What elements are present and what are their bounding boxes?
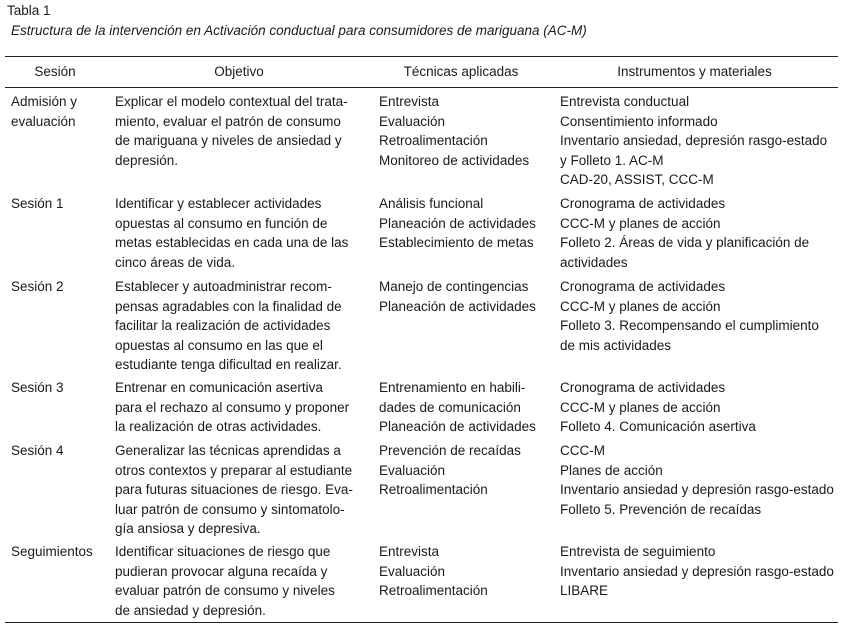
cell-instruments	[560, 92, 840, 190]
cell-line: pudieran provocar alguna recaída y	[115, 563, 328, 579]
cell-line: Admisión y	[11, 94, 78, 109]
cell-line: Explicar el modelo contextual del trata-	[115, 94, 348, 109]
cell-line: Sesión 4	[11, 443, 64, 458]
cell-instruments	[560, 542, 840, 601]
table-header-row	[0, 62, 842, 82]
header-techniques: Técnicas aplicadas	[403, 64, 519, 79]
cell-line: CCC-M y planes de acción	[560, 399, 721, 415]
cell-techniques	[379, 277, 554, 316]
cell-line: Cronograma de actividades	[560, 196, 726, 211]
header-session: Sesión	[34, 64, 76, 79]
cell-instruments	[560, 277, 840, 355]
cell-line: metas establecidas en cada una de las	[115, 235, 349, 250]
cell-session	[11, 277, 106, 297]
table-label: Tabla 1	[7, 3, 51, 18]
cell-line: Manejo de contingencias	[379, 279, 529, 294]
cell-line: Prevención de recaídas	[379, 443, 521, 458]
cell-line: pensas agradables con la finalidad de	[115, 298, 342, 314]
cell-techniques	[379, 542, 554, 601]
cell-line: Planes de acción	[560, 462, 663, 478]
cell-line: depresión.	[115, 152, 179, 168]
cell-line: opuestas al consumo en función de	[115, 215, 328, 231]
cell-line: Inventario ansiedad y depresión rasgo-estado	[560, 482, 834, 497]
cell-session	[11, 194, 106, 214]
cell-line: Entrevista	[379, 94, 440, 109]
cell-session	[11, 378, 106, 398]
cell-line: Generalizar las técnicas aprendidas a	[115, 443, 341, 458]
cell-line: Retroalimentación	[379, 133, 488, 148]
cell-session	[11, 441, 106, 461]
cell-line: luar patrón de consumo y sintomatolo-	[115, 501, 345, 517]
cell-line: Evaluación	[379, 462, 446, 478]
cell-line: Evaluación	[379, 563, 446, 579]
cell-objective	[115, 277, 370, 375]
cell-instruments	[560, 194, 840, 272]
cell-objective	[115, 92, 370, 170]
cell-line: Entrenamiento en habili-	[379, 380, 526, 395]
cell-line: cinco áreas de vida.	[115, 254, 236, 270]
cell-line: estudiante tenga dificultad en realizar.	[115, 357, 342, 372]
bottom-rule	[5, 622, 838, 623]
cell-techniques	[379, 92, 554, 170]
cell-line: Retroalimentación	[379, 482, 488, 497]
cell-line: Cronograma de actividades	[560, 380, 726, 395]
cell-line: Retroalimentación	[379, 583, 488, 598]
cell-line: Seguimientos	[11, 544, 93, 559]
cell-line: gía ansiosa y depresiva.	[115, 521, 261, 536]
cell-line: Planeación de actividades	[379, 419, 536, 434]
cell-line: Folleto 4. Comunicación asertiva	[560, 419, 756, 434]
cell-line: Identificar situaciones de riesgo que	[115, 544, 331, 559]
cell-line: Monitoreo de actividades	[379, 152, 530, 168]
cell-line: evaluar patrón de consumo y niveles	[115, 583, 335, 598]
cell-line: CCC-M y planes de acción	[560, 215, 721, 231]
cell-line: para el rechazo al consumo y proponer	[115, 399, 350, 415]
cell-instruments	[560, 441, 840, 519]
cell-line: Sesión 1	[11, 196, 64, 211]
cell-line: Entrevista	[379, 544, 440, 559]
cell-line: evaluación	[11, 113, 76, 129]
cell-line: Entrenar en comunicación asertiva	[115, 380, 323, 395]
cell-line: Inventario ansiedad, depresión rasgo-estado	[560, 133, 828, 148]
cell-line: dades de comunicación	[379, 399, 521, 415]
cell-objective	[115, 441, 370, 539]
top-rule	[5, 56, 838, 57]
cell-objective	[115, 378, 370, 437]
cell-line: Folleto 2. Áreas de vida y planificación de	[560, 235, 810, 250]
cell-techniques	[379, 441, 554, 500]
header-rule	[5, 87, 838, 88]
cell-line: de mis actividades	[560, 337, 672, 353]
cell-line: Evaluación	[379, 113, 446, 129]
cell-line: Sesión 3	[11, 380, 64, 395]
cell-line: para futuras situaciones de riesgo. Eva-	[115, 482, 353, 497]
cell-techniques	[379, 378, 554, 437]
header-instruments: Instrumentos y materiales	[617, 64, 772, 79]
cell-line: opuestas al consumo en las que el	[115, 337, 323, 353]
cell-line: Entrevista de seguimiento	[560, 544, 716, 559]
cell-line: Inventario ansiedad y depresión rasgo-estado	[560, 563, 834, 579]
cell-line: Planeación de actividades	[379, 215, 536, 231]
cell-techniques	[379, 194, 554, 253]
cell-objective	[115, 194, 370, 272]
cell-line: actividades	[560, 254, 628, 270]
cell-line: otros contextos y preparar al estudiante	[115, 462, 353, 478]
cell-session	[11, 92, 106, 131]
cell-line: la realización de otras actividades.	[115, 419, 322, 434]
cell-line: CAD-20, ASSIST, CCC-M	[560, 172, 714, 187]
cell-line: Consentimiento informado	[560, 113, 718, 129]
cell-objective	[115, 542, 370, 620]
cell-line: CCC-M	[560, 443, 605, 458]
cell-line: de ansiedad y depresión.	[115, 602, 266, 618]
cell-line: Folleto 3. Recompensando el cumplimiento	[560, 318, 819, 333]
cell-session	[11, 542, 106, 562]
cell-line: facilitar la realización de actividades	[115, 318, 331, 333]
cell-line: y Folleto 1. AC-M	[560, 152, 664, 168]
cell-line: Planeación de actividades	[379, 298, 536, 314]
cell-line: Sesión 2	[11, 279, 64, 294]
cell-line: Cronograma de actividades	[560, 279, 726, 294]
cell-line: CCC-M y planes de acción	[560, 298, 721, 314]
header-objective: Objetivo	[214, 64, 264, 79]
cell-line: Identificar y establecer actividades	[115, 196, 322, 211]
cell-instruments	[560, 378, 840, 437]
cell-line: miento, evaluar el patrón de consumo	[115, 113, 341, 129]
cell-line: LIBARE	[560, 583, 609, 598]
cell-line: Entrevista conductual	[560, 94, 690, 109]
cell-line: de mariguana y niveles de ansiedad y	[115, 133, 342, 148]
cell-line: Análisis funcional	[379, 196, 484, 211]
cell-line: Establecer y autoadministrar recom-	[115, 279, 332, 294]
cell-line: Establecimiento de metas	[379, 235, 534, 250]
cell-line: Folleto 5. Prevención de recaídas	[560, 501, 762, 517]
table-caption: Estructura de la intervención en Activación conductual para consumidores de mariguana (AC-M)	[11, 23, 587, 38]
